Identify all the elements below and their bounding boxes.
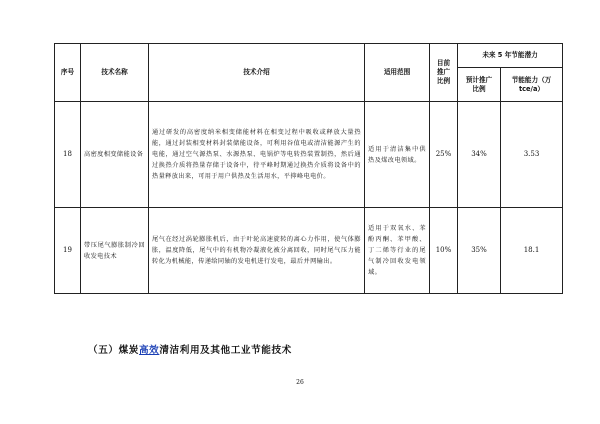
header-intro: 技术介绍 xyxy=(149,44,365,102)
table-row xyxy=(55,102,563,208)
section-title xyxy=(88,342,292,356)
row-intro: 通过研发的高密度纳米相变储能材料在相变过程中吸收或释放大量热能，通过封装相变材料封装储能设备，可利用谷值电或清洁能源产生的电能，通过空气源热泵、水源热泵、电锅炉等电转热装置制热，然后通过换热介质将热量存储于设备中，待平峰时期通过换热介质将设备中的热量释放出来，可用于用户供热及生活用水，平抑峰电电价。 xyxy=(149,102,365,208)
header-no: 序号 xyxy=(55,44,81,102)
row-no: 18 xyxy=(55,102,81,208)
section-title-prefix: （五）煤炭 xyxy=(88,345,139,356)
row-predicted-ratio: 34% xyxy=(458,102,501,208)
header-capacity: 节能能力（万 tce/a） xyxy=(501,68,563,102)
row-capacity: 18.1 xyxy=(501,208,563,294)
row-scope: 适用于清洁集中供热及煤改电领域。 xyxy=(365,102,430,208)
page-number: 26 xyxy=(296,379,304,386)
header-scope: 适用范围 xyxy=(365,44,430,102)
header-name: 技术名称 xyxy=(81,44,149,102)
row-predicted-ratio: 35% xyxy=(458,208,501,294)
row-name: 高密度相变储能设备 xyxy=(81,102,149,208)
section-title-suffix: 清洁利用及其他工业节能技术 xyxy=(159,345,292,356)
row-intro: 尾气在经过涡轮膨胀机后，由于叶轮高速旋转的离心力作用，使气体膨胀，温度降低，尾气中的有机物冷凝液化被分离回收，同时尾气压力能转化为机械能，传递给同轴的发电机进行发电，最后并网输出。 xyxy=(149,208,365,294)
section-title-highlight-link[interactable]: 高效 xyxy=(138,345,160,356)
tech-table xyxy=(54,43,563,294)
row-name: 带压尾气膨胀制冷回收发电技术 xyxy=(81,208,149,294)
row-capacity: 3.53 xyxy=(501,102,563,208)
row-current-ratio: 10% xyxy=(430,208,458,294)
table-row xyxy=(55,208,563,294)
header-predicted-ratio: 预计推广比例 xyxy=(458,68,501,102)
header-current-ratio: 目前推广比例 xyxy=(430,44,458,102)
row-no: 19 xyxy=(55,208,81,294)
row-current-ratio: 25% xyxy=(430,102,458,208)
header-future-group: 未来 5 年节能潜力 xyxy=(458,44,563,68)
row-scope: 适用于双氧水、苯酚丙酮、苯甲酸、丁二烯等行业的尾气制冷回收发电领域。 xyxy=(365,208,430,294)
